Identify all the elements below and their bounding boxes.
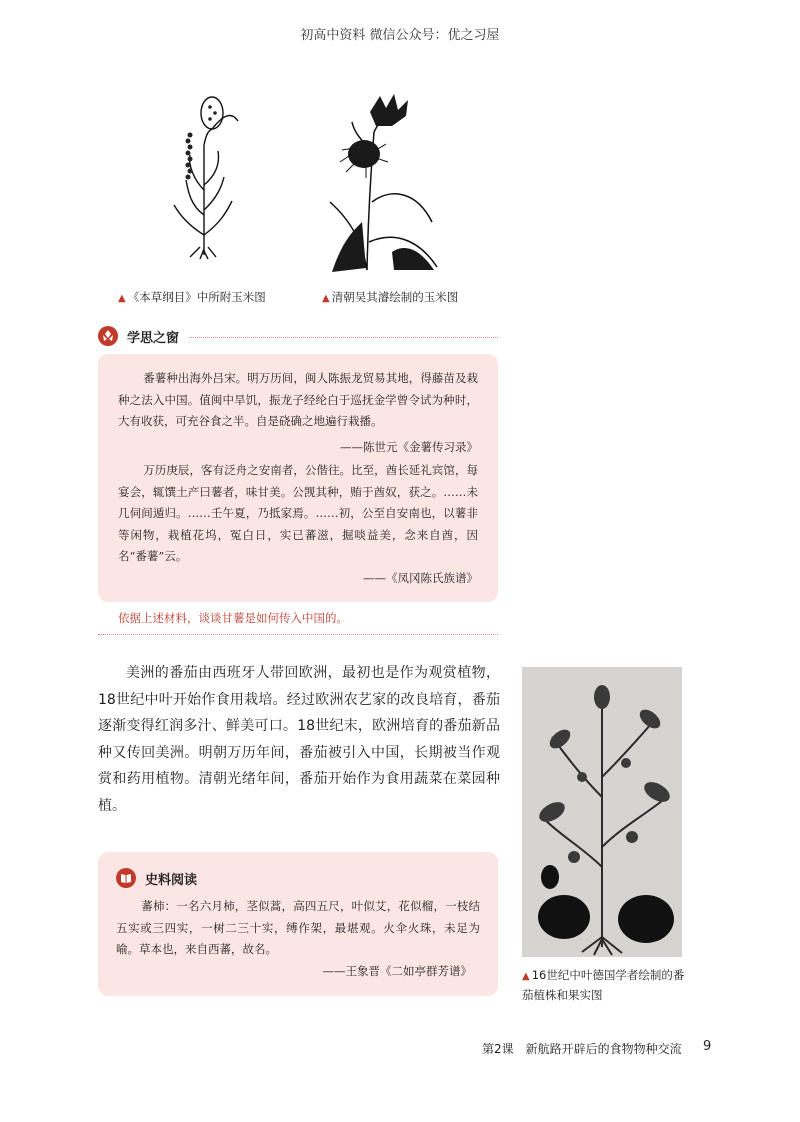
- xuesi-question: 依据上述材料，谈谈甘薯是如何传入中国的。: [118, 611, 348, 625]
- corn-drawing-qing: [322, 92, 442, 272]
- lotus-icon: [98, 326, 118, 346]
- shiliao-text: 蕃柿：一名六月柿，茎似蒿，高四五尺，叶似艾，花似榴，一枝结五实或三四实，一树二三十实，缚作架，最堪观。火伞火珠，未足为喻。草本也，来自西蕃，故名。: [116, 899, 480, 956]
- xuesi-heading: [98, 326, 498, 346]
- caption-bencao-corn: ▲ 《本草纲目》中所附玉米图: [118, 290, 266, 304]
- main-paragraph: 美洲的番茄由西班牙人带回欧洲，最初也是作为观赏植物，18世纪中叶开始作食用栽培。经过欧洲农艺家的改良培育，番茄逐渐变得红润多汁、鲜美可口。18世纪末，欧洲培育的番茄新品种又传回美洲。明朝万历年间，番茄被引入中国，长期被当作观赏和药用植物。清朝光绪年间，番茄开始作为食用蔬菜在菜园种植。: [98, 665, 500, 814]
- footer-lesson-title: 第2课 新航路开辟后的食物物种交流: [482, 1042, 682, 1056]
- figure-tomato: [522, 667, 682, 957]
- triangle-icon: ▲: [118, 293, 126, 304]
- question-divider: [98, 634, 498, 635]
- xuesi-title: 学思之窗: [127, 330, 180, 346]
- tomato-drawing: [522, 667, 682, 957]
- heading-divider: [189, 337, 498, 338]
- shiliao-box: [98, 852, 498, 996]
- caption-tomato: ▲ 16世纪中叶德国学者绘制的番 茄植株和果实图: [522, 968, 685, 1002]
- triangle-icon: ▲: [522, 971, 530, 982]
- figure-qing-corn: [322, 92, 442, 272]
- xuesi-source-1: ——陈世元《金薯传习录》: [340, 439, 478, 454]
- shiliao-source: ——王象晋《二如亭群芳谱》: [322, 963, 472, 978]
- xuesi-box: [98, 354, 498, 602]
- xuesi-source-2: ——《凤冈陈氏族谱》: [363, 570, 478, 585]
- figure-bencao-corn: [160, 85, 245, 260]
- xuesi-paragraph-2: 万历庚辰，客有泛舟之安南者，公偕往。比至，酋长延礼宾馆，每宴会，辄馔土产曰薯者，味甘美。公觊其种，贿于酋奴，获之。……未几伺间遁归。……壬午夏，乃抵家焉。……初，公至自安南也，以薯非等闲物，栽植花坞，冤白日，实已蕃滋，掘啖益美，念来自酋，因名“番薯”云。: [118, 463, 478, 563]
- triangle-icon: ▲: [322, 293, 330, 304]
- xuesi-paragraph-1: 番薯种出海外吕宋。明万历间，闽人陈振龙贸易其地，得藤苗及栽种之法入中国。值闽中旱饥，振龙子经纶白于巡抚金学曾令试为种时，大有收获，可充谷食之半。自是硗确之地遍行栽播。: [118, 371, 478, 428]
- page-header: 初高中资料 微信公众号：优之习屋: [300, 28, 500, 43]
- corn-drawing-bencao: [160, 85, 245, 260]
- caption-qing-corn: ▲ 清朝吴其濬绘制的玉米图: [322, 290, 459, 304]
- page-number: 9: [703, 1039, 712, 1054]
- shiliao-heading: [116, 868, 480, 888]
- shiliao-title: 史料阅读: [145, 872, 198, 888]
- book-icon: [116, 868, 136, 888]
- main-body: [98, 660, 500, 819]
